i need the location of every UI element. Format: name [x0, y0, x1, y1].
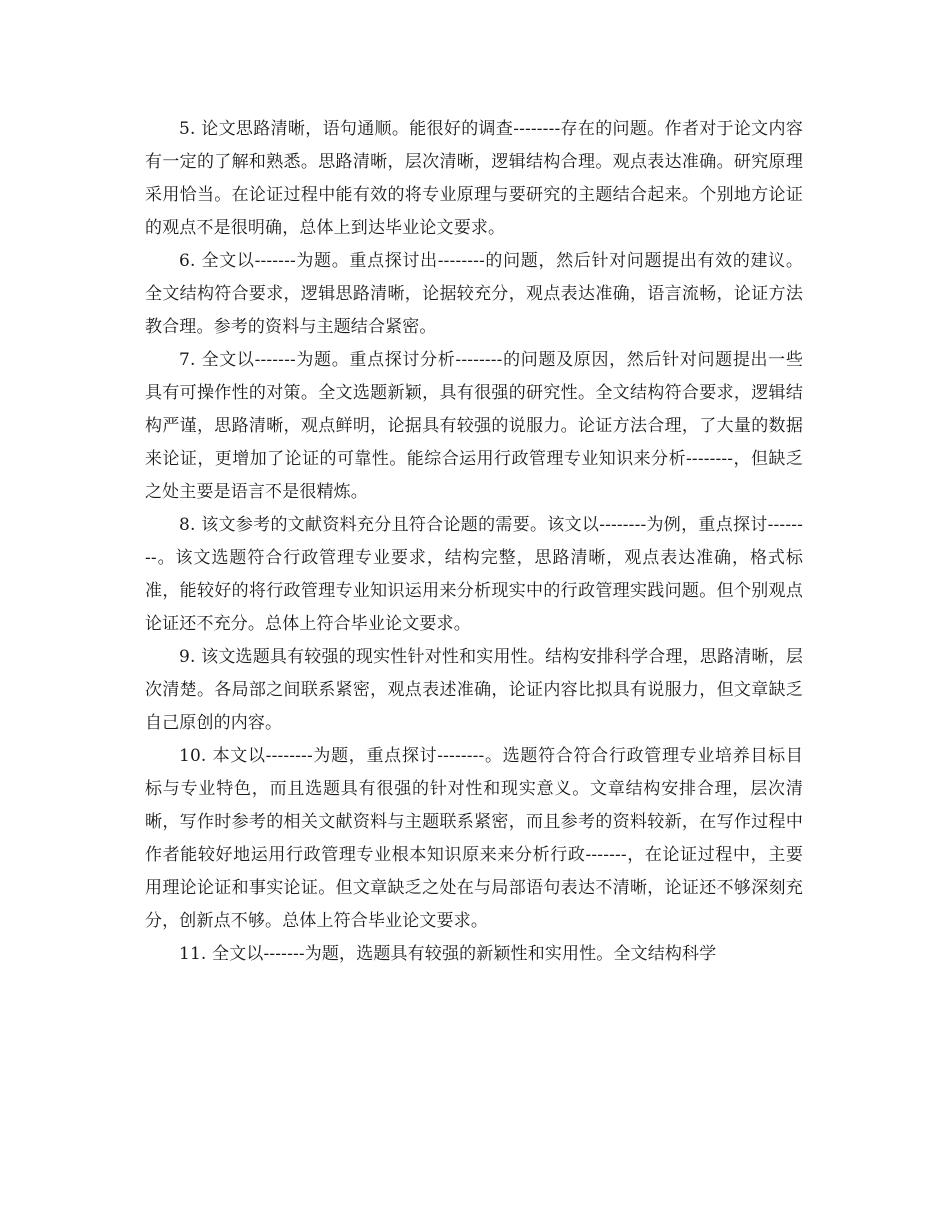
paragraph-item-9: 9. 该文选题具有较强的现实性针对性和实用性。结构安排科学合理，思路清晰，层次清楚。各局部之间联系紧密，观点表述准确，论证内容比拟具有说服力，但文章缺乏自己原创的内容。 — [145, 647, 803, 733]
paragraph-item-5: 5. 论文思路清晰，语句通顺。能很好的调查--------存在的问题。作者对于论文内容有一定的了解和熟悉。思路清晰，层次清晰，逻辑结构合理。观点表达准确。研究原理采用恰当。在论证过程中能有效的将专业原理与要研究的主题结合起来。个别地方论证的观点不是很明确，总体上到达毕业论文要求。 — [145, 119, 803, 238]
paragraph-item-11: 11. 全文以-------为题，选题具有较强的新颖性和实用性。全文结构科学 — [179, 944, 717, 964]
paragraph-item-10: 10. 本文以--------为题，重点探讨--------。选题符合符合行政管理专业培养目标目标与专业特色，而且选题具有很强的针对性和现实意义。文章结构安排合理，层次清晰，写作时参考的相关文献资料与主题联系紧密，而且参考的资料较新，在写作过程中作者能较好地运用行政管理专业根本知识原来来分析行政-------，在论证过程中，主要用理论论证和事实论证。但文章缺乏之处在与局部语句表达不清晰，论证还不够深刻充分，创新点不够。总体上符合毕业论文要求。 — [145, 746, 803, 931]
paragraph-item-6: 6. 全文以-------为题。重点探讨出--------的问题，然后针对问题提出有效的建议。全文结构符合要求，逻辑思路清晰，论据较充分，观点表达准确，语言流畅，论证方法教合理。参考的资料与主题结合紧密。 — [145, 251, 803, 337]
paragraph-item-7: 7. 全文以-------为题。重点探讨分析--------的问题及原因，然后针对问题提出一些具有可操作性的对策。全文选题新颖，具有很强的研究性。全文结构符合要求，逻辑结构严谨，思路清晰，观点鲜明，论据具有较强的说服力。论证方法合理，了大量的数据来论证，更增加了论证的可靠性。能综合运用行政管理专业知识来分析--------，但缺乏之处主要是语言不是很精炼。 — [145, 350, 803, 502]
document-body — [145, 113, 803, 971]
paragraph-item-8: 8. 该文参考的文献资料充分且符合论题的需要。该文以--------为例，重点探讨--------。该文选题符合行政管理专业要求，结构完整，思路清晰，观点表达准确，格式标准，能较好的将行政管理专业知识运用来分析现实中的行政管理实践问题。但个别观点论证还不充分。总体上符合毕业论文要求。 — [145, 515, 803, 634]
